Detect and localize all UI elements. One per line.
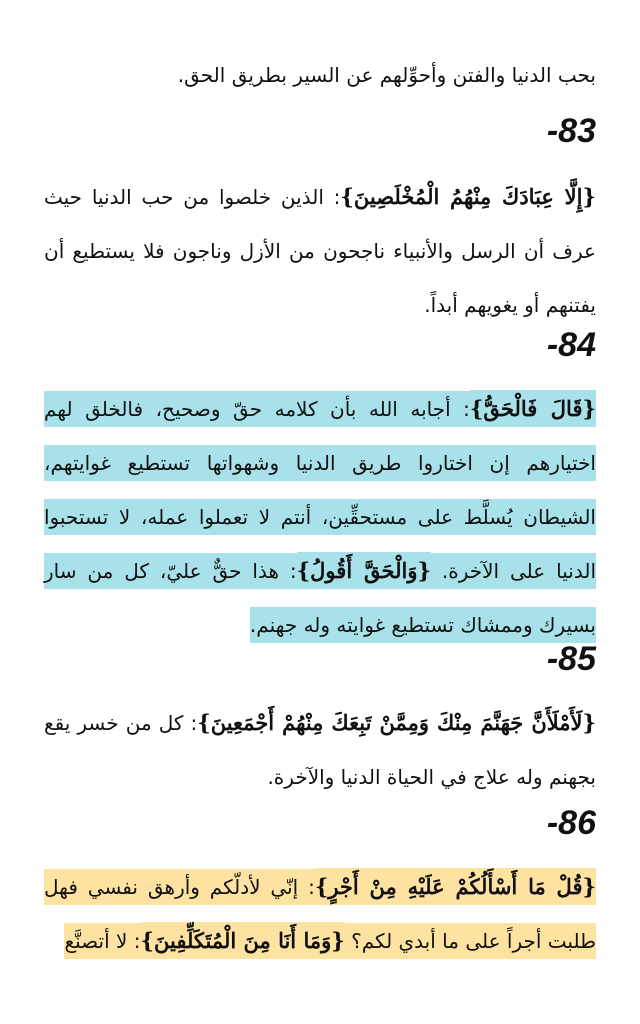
paragraph-83 — [44, 170, 596, 332]
quran-verse: {وَالْحَقَّ أَقُولُ} — [297, 552, 431, 589]
quran-verse: {إِلَّا عِبَادَكَ مِنْهُمُ الْمُخْلَصِينَ} — [340, 184, 596, 209]
commentary-text: : الذين خلصوا من حب الدنيا حيث عرف أن الرسل والأنبياء ناجحون من الأزل وناجون فلا يستطيع أن يفتنهم أو يغويهم أبداً. — [44, 185, 596, 317]
commentary-text: : هذا حقٌّ عليّ، كل من سار بسيرك وممشاك تستطيع غوايته وله جهنم. — [44, 553, 596, 643]
section-number-83: -83 — [546, 112, 596, 150]
quran-verse: {قُلْ مَا أَسْأَلُكُمْ عَلَيْهِ مِنْ أَجْرٍ} — [315, 868, 596, 905]
quran-verse: {لَأَمْلَأَنَّ جَهَنَّمَ مِنْكَ وَمِمَّنْ تَبِعَكَ مِنْهُمْ أَجْمَعِينَ} — [197, 710, 597, 735]
commentary-text: : إنّي لأدلّكم وأرهق نفسي فهل طلبت أجراً على ما أبدي لكم؟ — [44, 869, 596, 959]
section-number-85: -85 — [546, 640, 596, 678]
paragraph-84-highlighted — [44, 382, 596, 652]
paragraph-86-highlighted — [44, 860, 596, 968]
commentary-text: : كل من خسر يقع بجهنم وله علاج في الحياة الدنيا والآخرة. — [44, 711, 596, 789]
commentary-text: : أجابه الله بأن كلامه حقّ وصحيح، فالخلق لهم اختيارهم إن اختاروا طريق الدنيا وشهواتها تستطيع غوايتهم، الشيطان يُسلَّط على مستحقِّين، أنتم لا تعملوا عمله، لا تستحبوا الدنيا على الآخرة. — [44, 391, 596, 589]
section-number-84: -84 — [546, 326, 596, 364]
paragraph-85 — [44, 696, 596, 804]
commentary-text: : لا أتصنَّع — [64, 923, 140, 959]
paragraph-82-end — [44, 48, 596, 102]
quran-verse: {قَالَ فَالْحَقُّ} — [470, 390, 596, 427]
quran-verse: {وَمَا أَنَا مِنَ الْمُتَكَلِّفِينَ} — [141, 922, 345, 959]
section-number-86: -86 — [546, 804, 596, 842]
paragraph-text: بحب الدنيا والفتن وأحوِّلهم عن السير بطريق الحق. — [177, 63, 596, 87]
